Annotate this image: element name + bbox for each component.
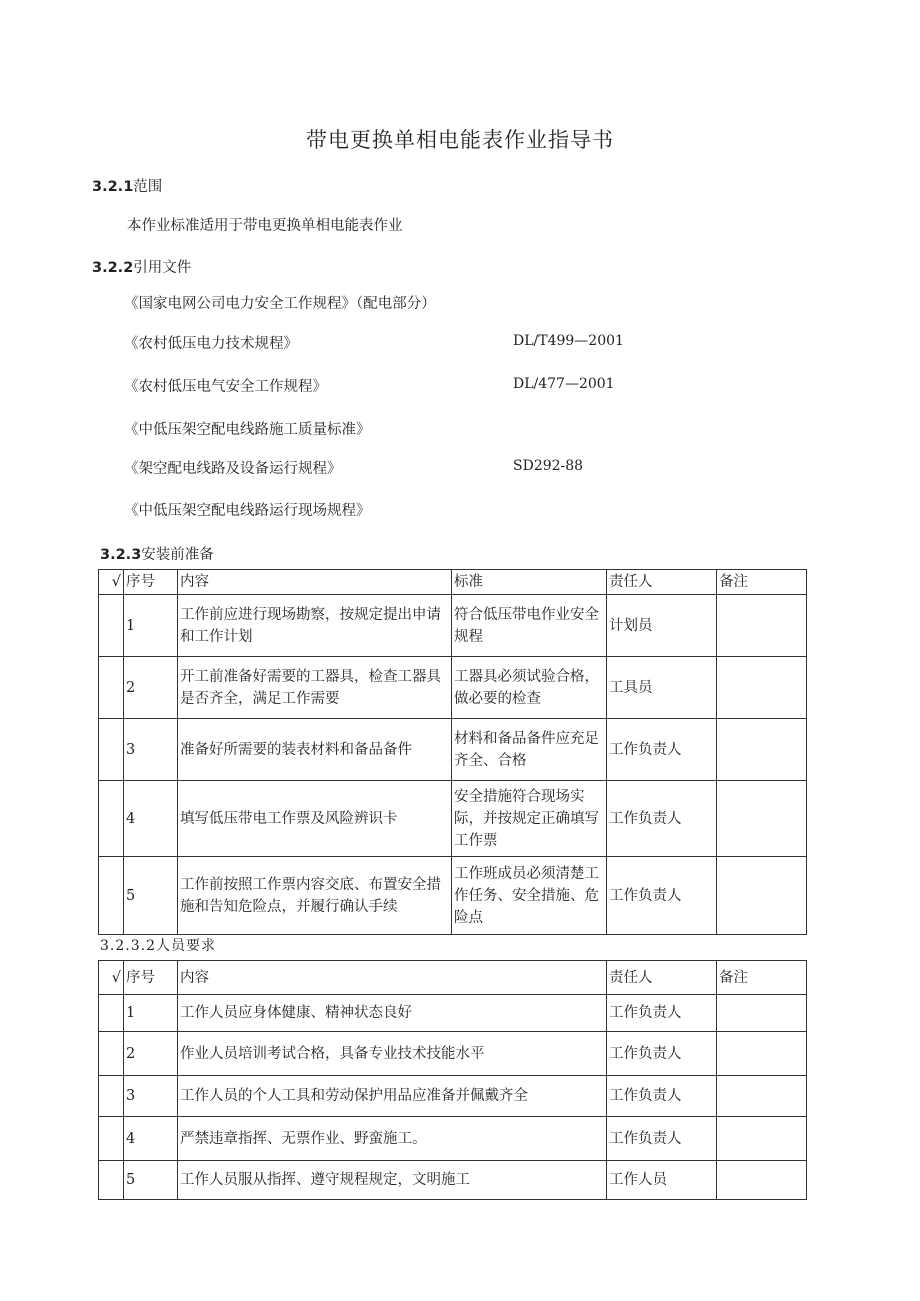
row-note	[717, 595, 807, 657]
section-prep-heading	[100, 543, 214, 564]
row-note	[717, 657, 807, 719]
ref-item: 《农村低压电力技术规程》	[124, 336, 298, 352]
row-no: 4	[124, 781, 178, 857]
row-standard: 符合低压带电作业安全规程	[452, 595, 607, 657]
table-row	[99, 1032, 807, 1076]
standard-header: 标准	[452, 570, 607, 595]
row-note	[717, 719, 807, 781]
row-no: 5	[124, 1161, 178, 1200]
check-cell[interactable]	[99, 1117, 124, 1161]
row-owner: 工作负责人	[607, 857, 717, 935]
owner-header: 责任人	[607, 961, 717, 995]
row-standard: 工作班成员必须清楚工作任务、安全措施、危险点	[452, 857, 607, 935]
table-row	[99, 995, 807, 1032]
check-cell[interactable]	[99, 657, 124, 719]
table-row	[99, 1161, 807, 1200]
check-cell[interactable]	[99, 595, 124, 657]
content-header: 内容	[178, 961, 607, 995]
table-row	[99, 657, 807, 719]
section-label: 安装前准备	[141, 547, 214, 563]
owner-header: 责任人	[607, 570, 717, 595]
section-label: 引用文件	[133, 260, 192, 276]
row-content: 严禁违章指挥、无票作业、野蛮施工。	[178, 1117, 607, 1161]
check-cell[interactable]	[99, 1161, 124, 1200]
check-cell[interactable]	[99, 719, 124, 781]
row-no: 1	[124, 595, 178, 657]
section-number: 3.2.3	[100, 547, 142, 563]
no-header: 序号	[124, 570, 178, 595]
row-owner: 工作负责人	[607, 781, 717, 857]
ref-code: DL/477—2001	[513, 376, 615, 392]
row-content: 作业人员培训考试合格，具备专业技术技能水平	[178, 1032, 607, 1076]
table-row	[99, 719, 807, 781]
check-header: √	[99, 570, 124, 595]
row-note	[717, 781, 807, 857]
row-note	[717, 1076, 807, 1117]
row-note	[717, 1161, 807, 1200]
row-owner: 工作负责人	[607, 1032, 717, 1076]
row-note	[717, 1117, 807, 1161]
table-row	[99, 781, 807, 857]
row-no: 3	[124, 1076, 178, 1117]
ref-item: 《国家电网公司电力安全工作规程》（配电部分）	[124, 296, 436, 312]
row-standard: 安全措施符合现场实际，并按规定正确填写工作票	[452, 781, 607, 857]
row-owner: 工具员	[607, 657, 717, 719]
row-content: 准备好所需要的装表材料和备品备件	[178, 719, 452, 781]
no-header: 序号	[124, 961, 178, 995]
table-row	[99, 595, 807, 657]
row-no: 5	[124, 857, 178, 935]
row-no: 2	[124, 1032, 178, 1076]
row-owner: 工作负责人	[607, 995, 717, 1032]
table-header-row	[99, 961, 807, 995]
row-owner: 工作负责人	[607, 1076, 717, 1117]
check-cell[interactable]	[99, 1076, 124, 1117]
row-no: 2	[124, 657, 178, 719]
personnel-heading: 3.2.3.2人员要求	[100, 938, 216, 954]
check-header: √	[99, 961, 124, 995]
row-no: 4	[124, 1117, 178, 1161]
section-scope-heading	[92, 175, 162, 196]
row-content: 填写低压带电工作票及风险辨识卡	[178, 781, 452, 857]
row-note	[717, 1032, 807, 1076]
section-number: 3.2.1	[92, 179, 134, 195]
check-cell[interactable]	[99, 781, 124, 857]
check-cell[interactable]	[99, 995, 124, 1032]
row-owner: 工作人员	[607, 1161, 717, 1200]
table-row	[99, 857, 807, 935]
row-content: 开工前准备好需要的工器具，检查工器具是否齐全，满足工作需要	[178, 657, 452, 719]
row-owner: 工作负责人	[607, 1117, 717, 1161]
row-owner: 计划员	[607, 595, 717, 657]
row-content: 工作前按照工作票内容交底、布置安全措施和告知危险点，并履行确认手续	[178, 857, 452, 935]
check-cell[interactable]	[99, 1032, 124, 1076]
row-owner: 工作负责人	[607, 719, 717, 781]
note-header: 备注	[717, 570, 807, 595]
row-content: 工作人员服从指挥、遵守规程规定，文明施工	[178, 1161, 607, 1200]
row-standard: 工器具必须试验合格，做必要的检查	[452, 657, 607, 719]
table-header-row	[99, 570, 807, 595]
ref-item: 《农村低压电气安全工作规程》	[124, 379, 327, 395]
table-row	[99, 1076, 807, 1117]
table-row	[99, 1117, 807, 1161]
page-title: 带电更换单相电能表作业指导书	[306, 128, 614, 152]
row-note	[717, 857, 807, 935]
row-content: 工作人员应身体健康、精神状态良好	[178, 995, 607, 1032]
row-standard: 材料和备品备件应充足齐全、合格	[452, 719, 607, 781]
row-no: 1	[124, 995, 178, 1032]
check-cell[interactable]	[99, 857, 124, 935]
ref-code: SD292-88	[513, 458, 584, 474]
section-label: 范围	[133, 179, 163, 195]
row-content: 工作前应进行现场勘察，按规定提出申请和工作计划	[178, 595, 452, 657]
prep-table	[98, 569, 807, 935]
row-no: 3	[124, 719, 178, 781]
personnel-table	[98, 960, 807, 1200]
ref-item: 《中低压架空配电线路施工质量标准》	[124, 422, 371, 438]
section-number: 3.2.2	[92, 260, 134, 276]
ref-code: DL/T499—2001	[513, 333, 624, 349]
ref-item: 《架空配电线路及设备运行规程》	[124, 461, 342, 477]
content-header: 内容	[178, 570, 452, 595]
section-refs-heading	[92, 256, 191, 277]
ref-item: 《中低压架空配电线路运行现场规程》	[124, 503, 371, 519]
note-header: 备注	[717, 961, 807, 995]
scope-text: 本作业标准适用于带电更换单相电能表作业	[127, 218, 403, 234]
row-note	[717, 995, 807, 1032]
row-content: 工作人员的个人工具和劳动保护用品应准备并佩戴齐全	[178, 1076, 607, 1117]
